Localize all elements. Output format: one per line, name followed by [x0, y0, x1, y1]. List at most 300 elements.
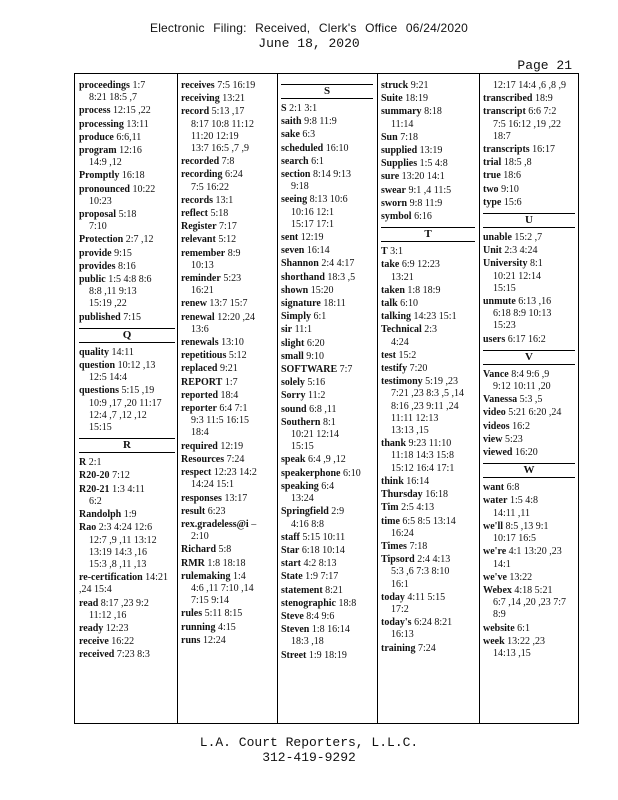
index-word: process [79, 105, 111, 117]
index-entry [79, 484, 175, 508]
index-entry [381, 198, 475, 210]
page-line-reference: 18:19 [405, 93, 428, 105]
index-entry [281, 558, 373, 570]
index-word: sir [281, 324, 293, 336]
index-entry [181, 558, 275, 570]
page-line-reference: 6:23 [207, 505, 226, 517]
index-entry [181, 195, 275, 207]
page-line-reference: 5:19 ,23 [425, 376, 458, 388]
page-line-reference: 13:10 [221, 337, 244, 349]
index-entry [381, 311, 475, 323]
page-line-reference: 8:21 18:5 ,7 [89, 92, 138, 104]
page-line-reference: 10:12 ,13 [117, 360, 156, 372]
index-entry [381, 363, 475, 375]
index-word: supplied [381, 145, 418, 157]
page-line-reference: 12:7 ,9 ,11 13:12 [89, 534, 157, 546]
page-line-reference: 6:4 [321, 480, 335, 492]
index-entry [281, 156, 373, 168]
index-entry [281, 103, 373, 115]
index-entry [483, 623, 575, 635]
page-line-reference: 18:9 [534, 93, 553, 105]
page-line-reference: 7:5 16:19 [217, 80, 256, 91]
index-word: program [79, 145, 117, 157]
index-entry [79, 522, 175, 571]
index-entry [281, 169, 373, 193]
index-word: scheduled [281, 142, 324, 154]
page-line-reference: 5:11 8:15 [204, 608, 243, 620]
index-word: record [181, 106, 210, 118]
page-line-reference: 8:8 ,11 9:13 [89, 286, 137, 298]
page-line-reference: 9:10 [306, 350, 325, 362]
page-line-reference: 5:12 [228, 350, 247, 362]
index-word: Sun [381, 131, 398, 143]
page-line-reference: 7:15 [123, 311, 141, 323]
page-line-reference: 16:17 [532, 144, 555, 156]
page-line-reference: 6:1 [313, 311, 327, 323]
index-word: quality [79, 346, 110, 358]
index-entry [281, 545, 373, 557]
index-entry [281, 364, 373, 376]
page-line-reference: 15:3 ,8 ,11 ,13 [89, 558, 147, 570]
page-line-reference: 1:7 [224, 376, 238, 388]
index-entry [381, 145, 475, 157]
footer-company: L.A. Court Reporters, L.L.C. [199, 735, 419, 750]
index-word: viewed [483, 447, 513, 459]
page-line-reference: 6:7 ,14 ,20 ,23 7:7 [493, 597, 567, 609]
page-line-reference: 2:3 4:24 [504, 245, 538, 257]
index-word: question [79, 360, 116, 372]
index-entry [79, 509, 175, 521]
page-line-reference: 1:5 4:8 [509, 495, 538, 507]
index-word: statement [281, 584, 323, 596]
page-line-reference: 8:1 [322, 416, 336, 428]
index-entry [281, 272, 373, 284]
page-line-reference: 13:21 [222, 93, 245, 105]
index-entry [483, 636, 575, 660]
index-word: result [181, 505, 206, 517]
page-line-reference: 1:8 18:18 [207, 557, 246, 569]
index-word: Richard [181, 544, 216, 556]
index-entry [281, 532, 373, 544]
page-line-reference: 6:6,11 [116, 131, 142, 143]
page-line-reference: 1:8 16:14 [311, 624, 350, 636]
page-line-reference: 15:15 [291, 441, 314, 453]
index-word: trial [483, 157, 502, 169]
index-entry [483, 170, 575, 182]
page-line-reference: 13:22 ,23 [507, 635, 545, 647]
index-entry [281, 338, 373, 350]
index-word: sworn [381, 197, 408, 209]
index-word: sent [281, 232, 299, 244]
page-line-reference: 5:23 [504, 433, 523, 445]
index-entry [181, 608, 275, 620]
page-line-reference: 2:4 4:17 [321, 258, 355, 270]
page-line-reference: 9:10 [501, 183, 519, 195]
index-word: sound [281, 403, 307, 415]
index-entry [281, 454, 373, 466]
page-line-reference: 6:17 16:2 [507, 333, 546, 345]
index-entry [281, 232, 373, 244]
index-entry [281, 129, 373, 141]
index-word: reflect [181, 208, 209, 220]
index-entry [381, 211, 475, 223]
index-word: responses [181, 492, 222, 504]
index-entry [281, 650, 373, 662]
section-letter: S [281, 84, 373, 99]
page-line-reference: 4:1 13:20 ,23 [508, 546, 562, 558]
index-word: Vanessa [483, 394, 518, 406]
index-entry [381, 106, 475, 130]
index-entry [381, 93, 475, 105]
index-word: training [381, 642, 416, 654]
index-entry [181, 635, 275, 647]
page-line-reference: 16:13 [391, 629, 414, 641]
index-column-1 [79, 80, 175, 717]
index-entry [181, 169, 275, 193]
index-entry [381, 80, 475, 92]
index-word: Simply [281, 311, 312, 323]
index-entry [381, 617, 475, 641]
index-entry [381, 502, 475, 514]
page-line-reference: 5:13 ,17 [211, 106, 245, 118]
index-word: test [381, 349, 396, 361]
index-entry [79, 209, 175, 233]
index-entry [181, 363, 275, 375]
index-entry [483, 521, 575, 545]
page-line-reference: 14:11 [111, 346, 134, 358]
index-word: proceedings [79, 80, 130, 91]
index-word: rules [181, 608, 203, 620]
page-line-reference: 6:10 [400, 298, 418, 310]
index-word: week [483, 635, 505, 647]
index-entry [181, 248, 275, 272]
page-line-reference: 6:10 [342, 467, 361, 479]
page-line-reference: 13:19 [419, 145, 443, 157]
index-entry [381, 592, 475, 616]
page-line-reference: 4:24 [391, 336, 409, 348]
index-entry [381, 438, 475, 475]
page-line-reference: 10:22 [132, 183, 156, 195]
index-entry [79, 184, 175, 208]
index-entry [483, 421, 575, 433]
index-entry [381, 185, 475, 197]
index-entry [281, 194, 373, 231]
index-word: ready [79, 622, 104, 634]
index-entry [281, 298, 373, 310]
index-entry [381, 476, 475, 488]
index-word: shown [281, 284, 309, 296]
page-line-reference: 5:16 [307, 377, 326, 389]
index-word: unable [483, 232, 512, 244]
page-line-reference: 14:1 [493, 558, 511, 570]
section-letter: W [483, 463, 575, 478]
page-line-reference: 16:14 [306, 245, 330, 257]
index-word: Suite [381, 93, 403, 105]
page-line-reference: 13:17 [224, 492, 248, 504]
page-line-reference: 13:6 [191, 323, 209, 335]
page-line-reference: 13:11 [126, 118, 149, 130]
index-word: section [281, 169, 311, 181]
page-line-reference: 7:24 [417, 642, 436, 654]
index-word: today [381, 591, 405, 603]
index-word: symbol [381, 211, 412, 223]
page-line-reference: 9:8 11:9 [409, 197, 443, 209]
index-entry [181, 80, 275, 92]
page-line-reference: 2:5 4:13 [401, 502, 435, 514]
page-line-reference: 1:5 4:8 8:6 [108, 274, 152, 286]
page-line-reference: 8:16 ,23 9:11 ,24 [391, 400, 459, 412]
index-word: saith [281, 116, 302, 128]
page-line-reference: 6:1 [311, 155, 324, 167]
page-line-reference: 16:10 [325, 142, 349, 154]
column-divider [177, 74, 178, 723]
index-word: reminder [181, 273, 221, 285]
page-line-reference: 13:21 [391, 271, 414, 283]
index-entry [79, 234, 175, 246]
page-line-reference: 13:1 [215, 194, 234, 206]
index-word: testimony [381, 376, 423, 388]
page-line-reference: 4:15 [217, 621, 236, 633]
page-line-reference: 13:20 14:1 [401, 171, 445, 183]
index-entry [281, 506, 373, 530]
index-word: speaking [281, 480, 319, 492]
section-letter: V [483, 350, 575, 365]
index-word: transcript [483, 106, 526, 118]
index-entry [381, 350, 475, 362]
index-entry [79, 105, 175, 117]
index-entry [281, 285, 373, 297]
page-line-reference: 6:9 12:23 [401, 259, 440, 271]
page-line-reference: 5:15 10:11 [302, 531, 346, 543]
index-word: seven [281, 245, 305, 257]
index-entry [181, 234, 275, 246]
page-line-reference: 15:2 [398, 349, 417, 361]
page-line-reference: 7:12 [112, 470, 130, 482]
index-word: Thursday [381, 489, 423, 501]
index-entry [79, 598, 175, 622]
index-entry [381, 489, 475, 501]
index-word: two [483, 183, 499, 195]
page-line-reference: 10:13 [191, 259, 214, 271]
index-entry [79, 347, 175, 359]
index-word: Randolph [79, 509, 122, 521]
page-line-reference: 14:24 15:1 [191, 479, 235, 491]
index-word: transcribed [483, 93, 533, 105]
index-word: Vance [483, 368, 509, 380]
index-entry [79, 274, 175, 311]
page-line-reference: 15:19 ,22 [89, 298, 127, 310]
page-line-reference: 10:21 12:14 [493, 270, 542, 282]
index-entry [483, 296, 575, 333]
index-word: Tipsord [381, 554, 415, 566]
page-line-reference: 16:22 [111, 636, 135, 648]
index-word: RMR [181, 557, 205, 569]
index-entry [79, 385, 175, 434]
page-line-reference: 1:4 [232, 570, 246, 582]
index-word: running [181, 621, 216, 633]
index-word: rex.gradeless@i [181, 518, 249, 530]
index-word: Tim [381, 502, 399, 514]
index-word: State [281, 571, 303, 583]
page-line-reference: 8:4 9:6 [306, 610, 335, 622]
page-line-reference: 16:14 [406, 475, 430, 487]
index-entry [281, 611, 373, 623]
index-word: unmute [483, 296, 516, 308]
index-word: SOFTWARE [281, 364, 338, 376]
page-line-reference: 2:1 [88, 457, 102, 469]
index-word: users [483, 333, 506, 345]
page-line-reference: 11:18 14:3 15:8 [391, 450, 454, 462]
page-line-reference: 12:4 ,7 ,12 ,12 [89, 409, 147, 421]
page-line-reference: 8:21 [325, 584, 343, 596]
page-line-reference: 14:9 ,12 [89, 157, 122, 169]
index-word: think [381, 475, 404, 487]
index-entry [381, 259, 475, 283]
index-entry [281, 143, 373, 155]
page-line-reference: 6:13 ,16 [518, 296, 552, 308]
index-entry [381, 246, 475, 258]
page-line-reference: 14:23 15:1 [413, 311, 457, 323]
page-line-reference: 13:19 14:3 ,16 [89, 546, 148, 558]
index-word: Springfield [281, 506, 329, 518]
index-word: repetitious [181, 350, 227, 362]
index-entry [79, 312, 175, 324]
index-entry [79, 80, 175, 104]
page-line-reference: 11:1 [294, 324, 313, 336]
page-line-reference: 7:18 [409, 540, 428, 552]
index-word: receiving [181, 93, 220, 105]
filing-stamp: Electronic Filing: Received, Clerk's Office 06/24/2020 [149, 21, 468, 35]
page-line-reference: 12:19 [300, 232, 324, 244]
page-line-reference: 7:23 8:3 [116, 649, 150, 661]
page-line-reference: 12:17 14:4 ,6 ,8 ,9 [493, 80, 567, 91]
page-line-reference: 2:4 4:13 [417, 554, 451, 566]
page-line-reference: 4:18 5:21 [514, 584, 553, 596]
index-entry [181, 506, 275, 518]
page-line-reference: 14:11 ,11 [493, 507, 531, 519]
page-line-reference: 18:3 ,18 [291, 636, 324, 648]
page-line-reference: 16:1 [391, 578, 409, 590]
index-word: remember [181, 247, 226, 259]
page-line-reference: 9:21 [410, 80, 429, 91]
index-entry [79, 248, 175, 260]
index-word: R20-20 [79, 470, 110, 482]
index-word: questions [79, 385, 120, 397]
page-line-reference: 8:17 10:8 11:12 [191, 118, 254, 130]
index-word: Webex [483, 584, 512, 596]
page-line-reference: 8:9 [493, 609, 506, 621]
index-word: talking [381, 311, 412, 323]
page-line-reference: 16:2 [512, 420, 530, 432]
page-line-reference: 9:1 ,4 11:5 [408, 184, 452, 196]
page-line-reference: 1:8 18:9 [407, 284, 441, 296]
index-entry [181, 403, 275, 440]
index-entry [281, 258, 373, 270]
page-line-reference: 15:2 ,7 [514, 232, 543, 244]
index-entry [79, 360, 175, 384]
index-word: take [381, 259, 400, 271]
page-line-reference: 5:3 ,5 [519, 394, 543, 406]
index-word: true [483, 170, 501, 182]
page-line-reference: 13:22 [509, 571, 533, 583]
index-word: today's [381, 617, 412, 629]
index-word: records [181, 194, 214, 206]
page-line-reference: 5:18 [210, 208, 229, 220]
index-entry [181, 622, 275, 634]
page-line-reference: 2:1 3:1 [289, 103, 318, 114]
index-entry [483, 447, 575, 459]
index-entry [281, 417, 373, 454]
index-entry [381, 376, 475, 437]
index-word: Supplies [381, 158, 418, 170]
index-word: shorthand [281, 271, 325, 283]
page-line-reference: 15:23 [493, 320, 516, 332]
page-line-reference: 13:24 [291, 493, 314, 505]
page-line-reference: 12:23 14:2 [213, 467, 257, 479]
index-entry [79, 470, 175, 482]
page-line-reference: 11:11 12:13 [391, 412, 439, 424]
page-line-reference: 11:20 12:19 [191, 130, 239, 142]
page-line-reference: 15:17 17:1 [291, 218, 335, 230]
index-word: replaced [181, 363, 218, 375]
index-entry [181, 312, 275, 336]
page-number: Page 21 [517, 58, 572, 73]
index-word: Shannon [281, 258, 319, 270]
index-word: reported [181, 389, 219, 401]
page-line-reference: 1:9 7:17 [305, 571, 339, 583]
index-entry [483, 369, 575, 393]
section-letter: R [79, 438, 175, 453]
index-word: search [281, 155, 309, 167]
index-table [74, 73, 579, 724]
index-entry [281, 624, 373, 648]
index-word: testify [381, 363, 408, 375]
index-entry [281, 390, 373, 402]
page-line-reference: 7:24 [226, 453, 245, 465]
section-letter: Q [79, 328, 175, 343]
index-entry [483, 482, 575, 494]
page-line-reference: 18:5 ,8 [503, 157, 532, 169]
index-entry [79, 623, 175, 635]
index-entry [181, 467, 275, 491]
index-word: website [483, 622, 515, 634]
page-line-reference: 13:7 15:7 [209, 298, 248, 310]
page-line-reference: 5:3 ,6 7:3 8:10 [391, 566, 450, 578]
page-line-reference: 7:7 [339, 364, 353, 376]
index-word: relevant [181, 234, 216, 246]
page-line-reference: 12:23 [105, 622, 129, 634]
page-line-reference: 1:3 4:11 [112, 483, 145, 495]
index-word: we're [483, 546, 507, 558]
index-word: Rao [79, 522, 97, 534]
index-word: rulemaking [181, 570, 231, 582]
page-line-reference: 6:4 ,9 ,12 [307, 454, 346, 466]
page-line-reference: 7:21 ,23 8:3 ,5 ,14 [391, 388, 465, 400]
index-word: speakerphone [281, 467, 341, 479]
page-line-reference: 6:24 [224, 169, 243, 181]
page-line-reference: 15:15 [89, 422, 112, 434]
page-line-reference: 16:21 [191, 285, 214, 297]
page-line-reference: 2:9 [331, 506, 345, 518]
index-entry [483, 495, 575, 519]
index-entry [381, 516, 475, 540]
index-word: University [483, 258, 528, 270]
index-word: Star [281, 544, 300, 556]
page-line-reference: 11:14 [391, 118, 414, 130]
index-word: swear [381, 184, 406, 196]
page-line-reference: 11:12 ,16 [89, 609, 127, 621]
index-word: R20-21 [79, 483, 110, 495]
